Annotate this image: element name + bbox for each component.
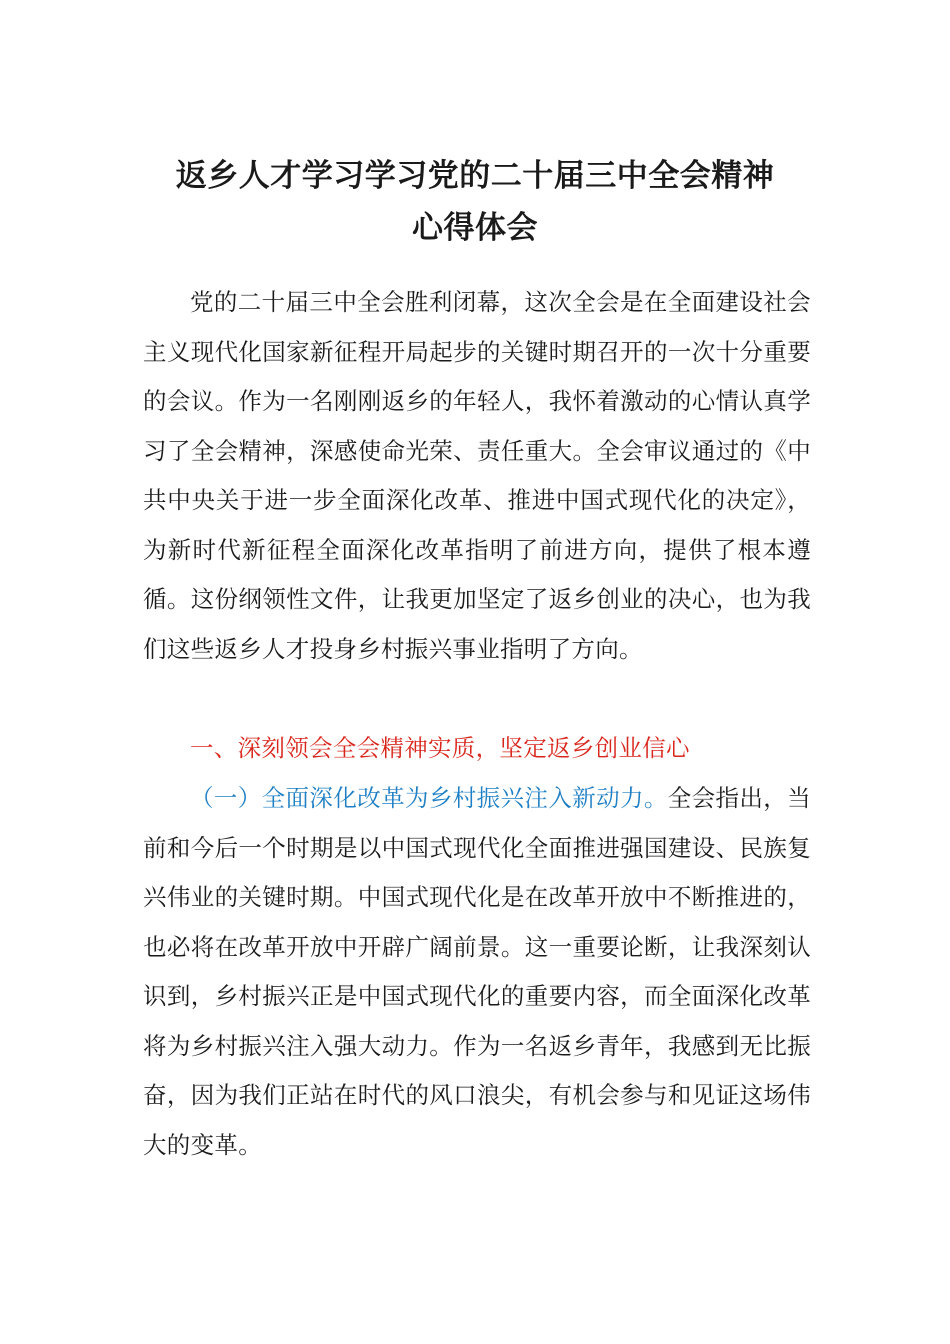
document-title-line1: 返乡人才学习学习党的二十届三中全会精神: [175, 158, 775, 194]
document-title-line2: 心得体会: [412, 210, 538, 246]
section-heading: 一、深刻领会全会精神实质，坚定返乡创业信心: [190, 734, 690, 762]
intro-paragraph: 党的二十届三中全会胜利闭幕，这次全会是在全面建设社会主义现代化国家新征程开局起步的关键时期召开的一次十分重要的会议。作为一名刚刚返乡的年轻人，我怀着激动的心情认真学习了全会精神，深感使命光荣、责任重大。全会审议通过的《中共中央关于进一步全面深化改革、推进中国式现代化的决定》，为新时代新征程全面深化改革指明了前进方向，提供了根本遵循。这份纲领性文件，让我更加坚定了返乡创业的决心，也为我们这些返乡人才投身乡村振兴事业指明了方向。: [143, 288, 811, 663]
section-paragraph: [143, 774, 811, 1170]
sub-heading: （一）全面深化改革为乡村振兴注入新动力。: [190, 784, 668, 812]
section-paragraph-text: 全会指出，当前和今后一个时期是以中国式现代化全面推进强国建设、民族复兴伟业的关键时期。中国式现代化是在改革开放中不断推进的，也必将在改革开放中开辟广阔前景。这一重要论断，让我深刻认识到，乡村振兴正是中国式现代化的重要内容，而全面深化改革将为乡村振兴注入强大动力。作为一名返乡青年，我感到无比振奋，因为我们正站在时代的风口浪尖，有机会参与和见证这场伟大的变革。: [143, 784, 811, 1159]
